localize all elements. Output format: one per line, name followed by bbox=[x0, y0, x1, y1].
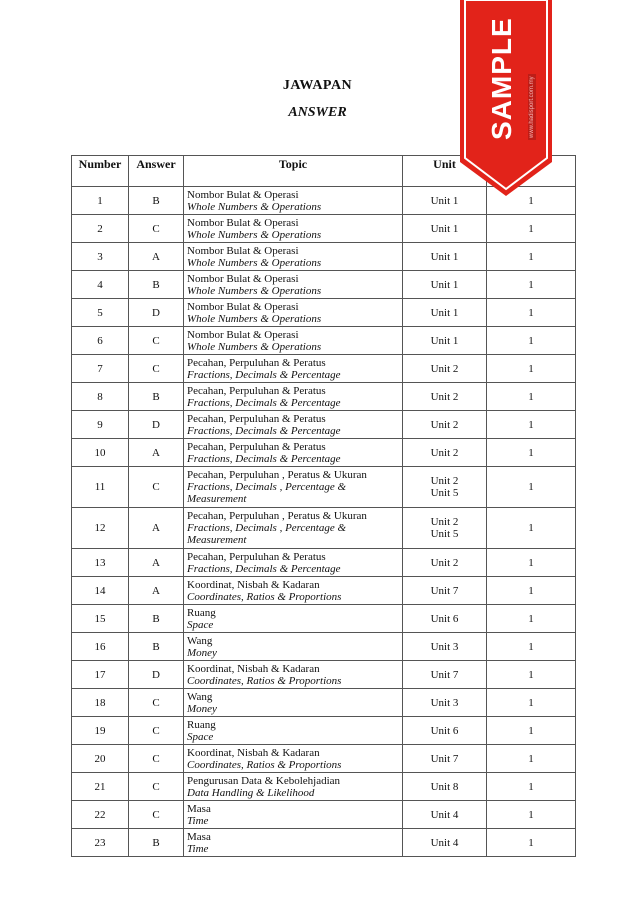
cell-unit bbox=[403, 773, 487, 801]
cell-marks: 1 bbox=[487, 243, 576, 271]
cell-unit bbox=[403, 745, 487, 773]
cell-answer: B bbox=[129, 187, 184, 215]
cell-unit bbox=[403, 717, 487, 745]
topic-malay: Koordinat, Nisbah & Kadaran bbox=[187, 578, 320, 591]
cell-number: 23 bbox=[72, 829, 129, 857]
cell-number: 15 bbox=[72, 605, 129, 633]
cell-answer: A bbox=[129, 439, 184, 467]
topic-english: Time bbox=[187, 814, 209, 827]
topic-english: Time bbox=[187, 842, 209, 855]
table-row bbox=[72, 549, 576, 577]
cell-topic bbox=[184, 355, 403, 383]
unit-label: Unit 1 bbox=[430, 222, 459, 235]
unit-label: Unit 1 bbox=[430, 194, 459, 207]
cell-answer: A bbox=[129, 508, 184, 549]
unit-label: Unit 7 bbox=[430, 668, 459, 681]
topic-malay: Wang bbox=[187, 690, 213, 703]
unit-label: Unit 2 bbox=[430, 390, 459, 403]
topic-english: Data Handling & Likelihood bbox=[187, 786, 315, 799]
unit-label-secondary: Unit 5 bbox=[430, 487, 459, 499]
table-row bbox=[72, 605, 576, 633]
unit-label: Unit 6 bbox=[430, 724, 459, 737]
cell-topic bbox=[184, 508, 403, 549]
table-row bbox=[72, 773, 576, 801]
unit-label: Unit 1 bbox=[430, 278, 459, 291]
cell-number: 8 bbox=[72, 383, 129, 411]
cell-answer: C bbox=[129, 355, 184, 383]
cell-answer: C bbox=[129, 689, 184, 717]
cell-marks: 1 bbox=[487, 577, 576, 605]
cell-marks: 1 bbox=[487, 633, 576, 661]
unit-label: Unit 6 bbox=[430, 612, 459, 625]
answer-table bbox=[71, 155, 576, 857]
cell-unit bbox=[403, 549, 487, 577]
table-row bbox=[72, 689, 576, 717]
cell-unit bbox=[403, 801, 487, 829]
cell-unit bbox=[403, 439, 487, 467]
cell-unit bbox=[403, 355, 487, 383]
topic-english: Whole Numbers & Operations bbox=[187, 200, 322, 213]
cell-topic bbox=[184, 327, 403, 355]
topic-english: Space bbox=[187, 618, 214, 631]
cell-marks: 1 bbox=[487, 689, 576, 717]
cell-unit bbox=[403, 327, 487, 355]
topic-malay: Pecahan, Perpuluhan & Peratus bbox=[187, 550, 326, 563]
cell-topic bbox=[184, 439, 403, 467]
topic-english: Coordinates, Ratios & Proportions bbox=[187, 758, 342, 771]
sample-sublabel: www.hadisport.com.my bbox=[529, 76, 535, 138]
cell-marks: 1 bbox=[487, 829, 576, 857]
cell-topic bbox=[184, 187, 403, 215]
table-row bbox=[72, 439, 576, 467]
header-answer: Answer bbox=[129, 156, 184, 187]
cell-number: 2 bbox=[72, 215, 129, 243]
table-row bbox=[72, 633, 576, 661]
topic-english: Space bbox=[187, 730, 214, 743]
topic-malay: Masa bbox=[187, 802, 211, 815]
cell-unit bbox=[403, 577, 487, 605]
topic-english: Money bbox=[187, 702, 217, 715]
topic-malay: Pecahan, Perpuluhan & Peratus bbox=[187, 384, 326, 397]
cell-topic bbox=[184, 215, 403, 243]
page-subtitle: ANSWER bbox=[288, 105, 347, 120]
cell-marks: 1 bbox=[487, 745, 576, 773]
table-row bbox=[72, 467, 576, 508]
cell-number: 18 bbox=[72, 689, 129, 717]
cell-answer: B bbox=[129, 633, 184, 661]
unit-label: Unit 1 bbox=[430, 250, 459, 263]
cell-unit bbox=[403, 689, 487, 717]
cell-unit bbox=[403, 508, 487, 549]
cell-number: 1 bbox=[72, 187, 129, 215]
cell-answer: B bbox=[129, 605, 184, 633]
cell-marks: 1 bbox=[487, 299, 576, 327]
cell-topic bbox=[184, 605, 403, 633]
cell-topic bbox=[184, 549, 403, 577]
table-row bbox=[72, 327, 576, 355]
unit-label: Unit 4 bbox=[430, 836, 459, 849]
unit-label: Unit 4 bbox=[430, 808, 459, 821]
cell-topic bbox=[184, 661, 403, 689]
topic-malay: Nombor Bulat & Operasi bbox=[187, 244, 299, 257]
cell-topic bbox=[184, 717, 403, 745]
table-row bbox=[72, 577, 576, 605]
topic-malay: Nombor Bulat & Operasi bbox=[187, 188, 299, 201]
unit-label: Unit 2 bbox=[430, 418, 459, 431]
topic-english: Whole Numbers & Operations bbox=[187, 256, 322, 269]
cell-answer: C bbox=[129, 215, 184, 243]
cell-answer: C bbox=[129, 327, 184, 355]
topic-malay: Nombor Bulat & Operasi bbox=[187, 300, 299, 313]
table-row bbox=[72, 661, 576, 689]
topic-english: Whole Numbers & Operations bbox=[187, 340, 322, 353]
page-title: JAWAPAN bbox=[282, 78, 353, 93]
topic-malay: Nombor Bulat & Operasi bbox=[187, 216, 299, 229]
cell-marks: 1 bbox=[487, 187, 576, 215]
topic-english: Fractions, Decimals & Percentage bbox=[187, 396, 341, 409]
header-number: Number bbox=[72, 156, 129, 187]
topic-english: Fractions, Decimals & Percentage bbox=[187, 562, 341, 575]
cell-marks: 1 bbox=[487, 327, 576, 355]
cell-answer: A bbox=[129, 577, 184, 605]
cell-marks: 1 bbox=[487, 661, 576, 689]
table-row bbox=[72, 829, 576, 857]
cell-answer: D bbox=[129, 299, 184, 327]
cell-unit bbox=[403, 383, 487, 411]
table-row bbox=[72, 717, 576, 745]
cell-topic bbox=[184, 633, 403, 661]
cell-number: 11 bbox=[72, 467, 129, 508]
cell-number: 3 bbox=[72, 243, 129, 271]
cell-marks: 1 bbox=[487, 439, 576, 467]
cell-number: 22 bbox=[72, 801, 129, 829]
cell-answer: B bbox=[129, 383, 184, 411]
cell-topic bbox=[184, 829, 403, 857]
topic-malay: Pecahan, Perpuluhan & Peratus bbox=[187, 440, 326, 453]
cell-topic bbox=[184, 801, 403, 829]
cell-unit bbox=[403, 829, 487, 857]
cell-answer: B bbox=[129, 829, 184, 857]
cell-unit bbox=[403, 243, 487, 271]
cell-answer: A bbox=[129, 243, 184, 271]
cell-number: 5 bbox=[72, 299, 129, 327]
table-body bbox=[72, 187, 576, 857]
unit-label: Unit 1 bbox=[430, 306, 459, 319]
topic-malay: Wang bbox=[187, 634, 213, 647]
table-row bbox=[72, 271, 576, 299]
topic-malay: Pengurusan Data & Kebolehjadian bbox=[187, 774, 341, 787]
cell-unit bbox=[403, 411, 487, 439]
cell-unit bbox=[403, 271, 487, 299]
cell-topic bbox=[184, 271, 403, 299]
topic-malay: Ruang bbox=[187, 718, 216, 731]
cell-marks: 1 bbox=[487, 411, 576, 439]
cell-number: 10 bbox=[72, 439, 129, 467]
cell-marks: 1 bbox=[487, 355, 576, 383]
header-unit: Unit bbox=[403, 156, 487, 187]
unit-label: Unit 8 bbox=[430, 780, 459, 793]
topic-malay: Koordinat, Nisbah & Kadaran bbox=[187, 746, 320, 759]
cell-topic bbox=[184, 745, 403, 773]
cell-topic bbox=[184, 577, 403, 605]
cell-answer: C bbox=[129, 467, 184, 508]
cell-number: 9 bbox=[72, 411, 129, 439]
unit-label: Unit 2 bbox=[430, 362, 459, 375]
topic-english: Fractions, Decimals , Percentage & Measurement bbox=[187, 522, 347, 546]
cell-topic bbox=[184, 467, 403, 508]
topic-english: Whole Numbers & Operations bbox=[187, 312, 322, 325]
topic-malay: Pecahan, Perpuluhan & Peratus bbox=[187, 356, 326, 369]
cell-number: 7 bbox=[72, 355, 129, 383]
unit-label: Unit 2 bbox=[430, 556, 459, 569]
topic-english: Fractions, Decimals , Percentage & Measurement bbox=[187, 481, 347, 505]
topic-malay: Masa bbox=[187, 830, 211, 843]
cell-number: 20 bbox=[72, 745, 129, 773]
cell-answer: C bbox=[129, 717, 184, 745]
cell-unit bbox=[403, 605, 487, 633]
unit-label: Unit 3 bbox=[430, 696, 459, 709]
table-row bbox=[72, 411, 576, 439]
header-topic: Topic bbox=[184, 156, 403, 187]
cell-marks: 1 bbox=[487, 717, 576, 745]
table-row bbox=[72, 801, 576, 829]
unit-label: Unit 1 bbox=[430, 334, 459, 347]
cell-unit bbox=[403, 633, 487, 661]
table-row bbox=[72, 383, 576, 411]
cell-answer: C bbox=[129, 745, 184, 773]
cell-number: 12 bbox=[72, 508, 129, 549]
cell-marks: 1 bbox=[487, 271, 576, 299]
topic-malay: Pecahan, Perpuluhan , Peratus & Ukuran bbox=[187, 510, 367, 522]
table-row bbox=[72, 508, 576, 549]
topic-english: Money bbox=[187, 646, 217, 659]
cell-unit bbox=[403, 661, 487, 689]
cell-topic bbox=[184, 383, 403, 411]
cell-answer: D bbox=[129, 661, 184, 689]
topic-english: Fractions, Decimals & Percentage bbox=[187, 452, 341, 465]
topic-malay: Koordinat, Nisbah & Kadaran bbox=[187, 662, 320, 675]
cell-marks: 1 bbox=[487, 467, 576, 508]
cell-topic bbox=[184, 689, 403, 717]
unit-label: Unit 2 bbox=[430, 516, 459, 528]
topic-english: Whole Numbers & Operations bbox=[187, 228, 322, 241]
table-row bbox=[72, 355, 576, 383]
cell-topic bbox=[184, 773, 403, 801]
topic-malay: Ruang bbox=[187, 606, 216, 619]
topic-malay: Nombor Bulat & Operasi bbox=[187, 328, 299, 341]
cell-marks: 1 bbox=[487, 773, 576, 801]
unit-label: Unit 2 bbox=[430, 446, 459, 459]
cell-number: 4 bbox=[72, 271, 129, 299]
cell-answer: C bbox=[129, 801, 184, 829]
cell-marks: 1 bbox=[487, 549, 576, 577]
cell-number: 13 bbox=[72, 549, 129, 577]
topic-malay: Pecahan, Perpuluhan & Peratus bbox=[187, 412, 326, 425]
cell-marks: 1 bbox=[487, 605, 576, 633]
cell-number: 6 bbox=[72, 327, 129, 355]
cell-topic bbox=[184, 411, 403, 439]
cell-number: 17 bbox=[72, 661, 129, 689]
unit-label: Unit 3 bbox=[430, 640, 459, 653]
cell-answer: C bbox=[129, 773, 184, 801]
topic-english: Fractions, Decimals & Percentage bbox=[187, 424, 341, 437]
cell-answer: B bbox=[129, 271, 184, 299]
table-row bbox=[72, 745, 576, 773]
topic-malay: Nombor Bulat & Operasi bbox=[187, 272, 299, 285]
cell-number: 19 bbox=[72, 717, 129, 745]
table-row bbox=[72, 243, 576, 271]
cell-unit bbox=[403, 215, 487, 243]
topic-malay: Pecahan, Perpuluhan , Peratus & Ukuran bbox=[187, 469, 367, 481]
cell-answer: D bbox=[129, 411, 184, 439]
topic-english: Fractions, Decimals & Percentage bbox=[187, 368, 341, 381]
unit-label: Unit 7 bbox=[430, 752, 459, 765]
cell-marks: 1 bbox=[487, 508, 576, 549]
cell-marks: 1 bbox=[487, 383, 576, 411]
table-row bbox=[72, 215, 576, 243]
cell-unit bbox=[403, 299, 487, 327]
cell-marks: 1 bbox=[487, 215, 576, 243]
sample-label: SAMPLE bbox=[486, 17, 517, 140]
cell-unit bbox=[403, 467, 487, 508]
cell-marks: 1 bbox=[487, 801, 576, 829]
cell-number: 14 bbox=[72, 577, 129, 605]
table-row bbox=[72, 299, 576, 327]
cell-number: 21 bbox=[72, 773, 129, 801]
cell-answer: A bbox=[129, 549, 184, 577]
topic-english: Whole Numbers & Operations bbox=[187, 284, 322, 297]
cell-number: 16 bbox=[72, 633, 129, 661]
cell-topic bbox=[184, 299, 403, 327]
cell-topic bbox=[184, 243, 403, 271]
unit-label: Unit 2 bbox=[430, 475, 459, 487]
unit-label: Unit 7 bbox=[430, 584, 459, 597]
topic-english: Coordinates, Ratios & Proportions bbox=[187, 590, 342, 603]
unit-label-secondary: Unit 5 bbox=[430, 528, 459, 540]
topic-english: Coordinates, Ratios & Proportions bbox=[187, 674, 342, 687]
